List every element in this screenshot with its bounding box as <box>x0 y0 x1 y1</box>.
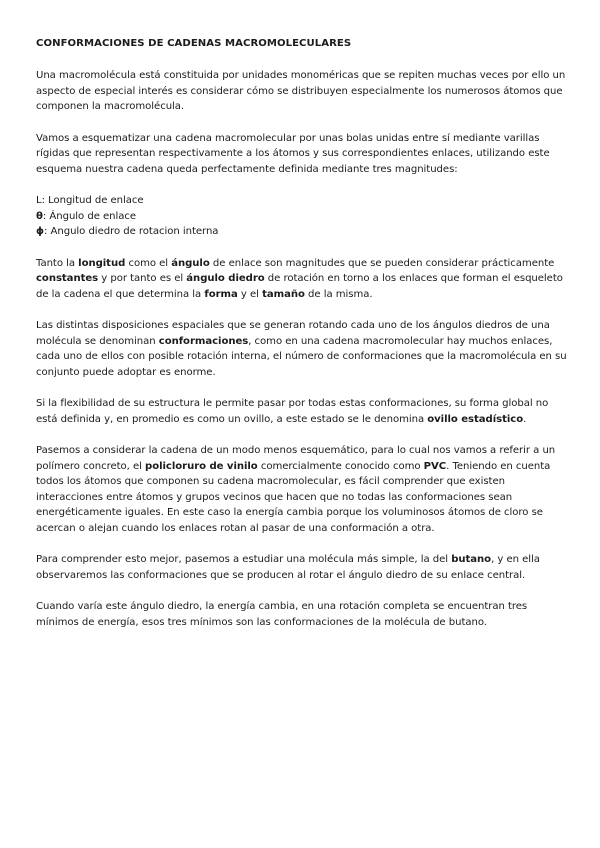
text-span: de enlace son magnitudes que se pueden considerar prácticamente <box>209 257 555 269</box>
phi-symbol: ɸ <box>36 226 44 237</box>
bold-term: ovillo estadístico <box>427 413 524 425</box>
list-item-dihedral-angle: : Angulo diedro de rotacion interna <box>44 226 219 237</box>
bold-term: ángulo diedro <box>186 273 265 284</box>
text-span: de la misma. <box>304 288 373 300</box>
paragraph-constants <box>36 256 568 303</box>
bold-term: policloruro de vinilo <box>145 460 258 472</box>
paragraph-butane <box>36 552 568 583</box>
paragraph-energy-minima: Cuando varía este ángulo diedro, la energía cambia, en una rotación completa se encuentran tres mínimos de energía, esos tres mínimos son las conformaciones de la molécula de butano. <box>36 601 528 628</box>
text-span: . <box>523 413 527 425</box>
document-title: CONFORMACIONES DE CADENAS MACROMOLECULARES <box>36 38 352 49</box>
magnitudes-list <box>36 193 568 240</box>
bold-term: longitud <box>78 257 126 269</box>
text-span: Tanto la <box>36 257 79 269</box>
bold-term: PVC <box>423 460 447 472</box>
document-page <box>36 37 568 646</box>
bold-term: conformaciones <box>158 335 249 347</box>
paragraph-pvc <box>36 443 568 536</box>
text-span: Para comprender esto mejor, pasemos a estudiar una molécula más simple, la del <box>36 554 452 565</box>
text-span: comercialmente conocido como <box>257 460 424 472</box>
bold-term: ángulo <box>171 257 210 269</box>
paragraph-conformations <box>36 318 568 380</box>
text-span: Si la flexibilidad de su estructura le permite pasar por todas estas conformaciones, su forma global no está definida y, en promedio es como un ovillo, a este estado se le denomina <box>36 398 549 425</box>
text-span: , y en ella observaremos las conformaciones que se producen al rotar el ángulo diedro de su enlace central. <box>36 554 540 581</box>
paragraph-intro: Una macromolécula está constituida por unidades monoméricas que se repiten muchas veces por ello un aspecto de especial interés es considerar cómo se distribuyen especialmente los numerosos átomos que componen la macromolécula. <box>36 70 566 112</box>
text-span: de rotación en torno a los enlaces que forman el esqueleto de la cadena el que determina la <box>36 273 563 300</box>
bold-term: constantes <box>36 273 99 284</box>
text-span: Las distintas disposiciones espaciales que se generan rotando cada uno de los ángulos diedros de una molécula se denominan <box>36 320 550 347</box>
bold-term: tamaño <box>262 288 305 300</box>
theta-symbol: θ <box>36 210 43 222</box>
text-span: , como en una cadena macromolecular hay muchos enlaces, cada uno de ellos con posible rotación interna, el número de conformaciones que la macromolécula en su conjunto puede adoptar es enorme. <box>36 335 567 378</box>
paragraph-schema: Vamos a esquematizar una cadena macromolecular por unas bolas unidas entre sí mediante varillas rígidas que representan respectivamente a los átomos y sus correspondientes enlaces, utilizando este esquema nuestra cadena queda perfectamente definida mediante tres magnitudes: <box>36 132 550 175</box>
bold-term: forma <box>204 288 238 300</box>
paragraph-random-coil <box>36 396 568 427</box>
text-span: Pasemos a considerar la cadena de un modo menos esquemático, para lo cual nos vamos a referir a un polímero concreto, el <box>36 445 556 472</box>
text-span: y por tanto es el <box>98 273 187 284</box>
list-item-bond-angle: : Ángulo de enlace <box>42 210 137 222</box>
text-span: . Teniendo en cuenta todos los átomos que componen su cadena macromolecular, es fácil comprender que existen interacciones entre átomos y grupos vecinos que hacen que no todas las conformaciones sean energéticamente iguales. En este caso la energía cambia porque los voluminosos átomos de cloro se acercan o alejan cuando los enlaces rotan al pasar de una conformación a otra. <box>36 460 551 534</box>
text-span: y el <box>237 288 263 300</box>
bold-term: butano <box>451 554 492 565</box>
text-span: como el <box>125 257 172 269</box>
list-item-length: L: Longitud de enlace <box>36 195 144 206</box>
